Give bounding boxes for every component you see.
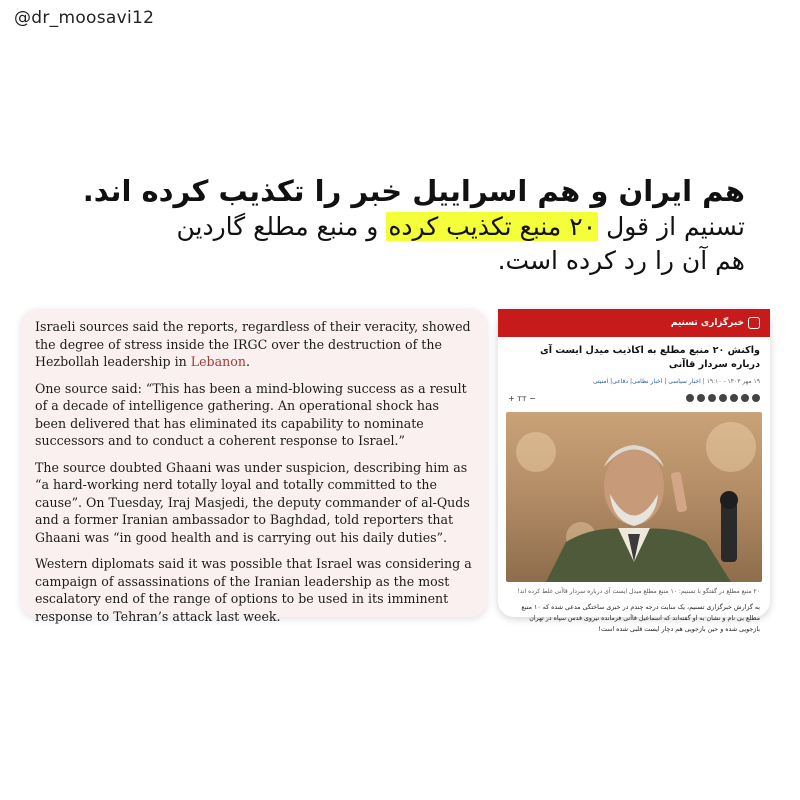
whatsapp-icon[interactable] xyxy=(719,394,727,402)
article-meta: ۱۹ مهر ۱۴۰۳ - ۱۹:۱۰ | اخبار سیاسی | اخبار نظامی| دفاعی| امنیتی xyxy=(592,378,760,385)
share-icons xyxy=(686,394,760,402)
headline-line-2 xyxy=(65,210,745,244)
print-icon[interactable] xyxy=(686,394,694,402)
twitter-icon[interactable] xyxy=(741,394,749,402)
article-toolbar xyxy=(498,388,770,408)
photo-illustration xyxy=(506,412,762,582)
tasnim-article-card xyxy=(498,309,770,633)
headline-line-2-end: و منبع مطلع گاردین xyxy=(176,212,387,241)
article-date: ۱۹ مهر ۱۴۰۳ - ۱۹:۱۰ xyxy=(706,378,760,385)
photo-caption: ۲۰ منبع مطلع در گفتگو با تسنیم: ۱۰ منبع مطلع میدل ایست آی درباره سردار قاآنی غلط کرده اند! xyxy=(517,588,760,595)
article-photo xyxy=(506,412,762,582)
email-icon[interactable] xyxy=(752,394,760,402)
excerpt-paragraph-4: Western diplomats said it was possible that Israel was considering a campaign of assassinations of the Iranian leadership as the most escalatory end of the range of options to be used in its imminent response to Tehran’s attack last week. xyxy=(35,556,472,624)
font-size-control[interactable]: + ᴛᴛ − xyxy=(508,393,536,403)
lebanon-link[interactable]: Lebanon xyxy=(190,354,246,369)
tasnim-header-bar xyxy=(498,309,770,337)
telegram-icon[interactable] xyxy=(730,394,738,402)
article-title: واکنش ۲۰ منبع مطلع به اکاذیب میدل ایست آی درباره سردار قاآنی xyxy=(539,345,760,370)
headline-line-1: هم ایران و هم اسراییل خبر را تکذیب کرده اند. xyxy=(82,174,745,208)
article-categories[interactable]: اخبار سیاسی | اخبار نظامی| دفاعی| امنیتی xyxy=(592,378,701,385)
tasnim-logo-icon xyxy=(748,317,760,329)
excerpt-paragraph-3: The source doubted Ghaani was under suspicion, describing him as “a hard-working nerd totally loyal and totally committed to the cause”. On Tuesday, Iraj Masjedi, the deputy commander of al-Quds and a former Iranian ambassador to Baghdad, told reporters that Ghaani was “in good health and is carrying out his daily duties”. xyxy=(35,459,470,545)
excerpt-p1-end: . xyxy=(245,354,250,369)
tasnim-site-name: خبرگزاری تسنیم xyxy=(670,318,744,328)
excerpt-paragraph-1 xyxy=(35,318,473,371)
link-icon[interactable] xyxy=(708,394,716,402)
tasnim-logo[interactable] xyxy=(671,317,760,329)
guardian-excerpt-card xyxy=(21,309,487,624)
headline xyxy=(65,172,745,278)
headline-line-2-start: تسنیم از قول xyxy=(598,212,745,241)
headline-line-3: هم آن را رد کرده است. xyxy=(497,246,745,275)
author-handle: @dr_moosavi12 xyxy=(14,8,155,28)
article-body: به گزارش خبرگزاری تسنیم، یک سایت درجه چندم در خبری ساختگی مدعی شده که ۱۰ منبع مطلع بی نام و نشان به او گفته‌اند که اسماعیل قاآنی فرمانده نیروی قدس سپاه در تهران بازجویی شده و حین بازجویی هم دچار ایست قلبی شده است! xyxy=(521,604,760,633)
bookmark-icon[interactable] xyxy=(697,394,705,402)
excerpt-paragraph-2: One source said: “This has been a mind-blowing success as a result of a decade of intelligence gathering. An operational shock has been delivered that has eliminated its capability to nominate successors and to conduct a coherent response to Israel.” xyxy=(35,380,467,448)
headline-highlight: ۲۰ منبع تکذیب کرده xyxy=(388,212,597,241)
excerpt-p1-text: Israeli sources said the reports, regardless of their veracity, showed the degree of stress inside the IRGC over the destruction of the Hezbollah leadership in xyxy=(35,319,471,369)
